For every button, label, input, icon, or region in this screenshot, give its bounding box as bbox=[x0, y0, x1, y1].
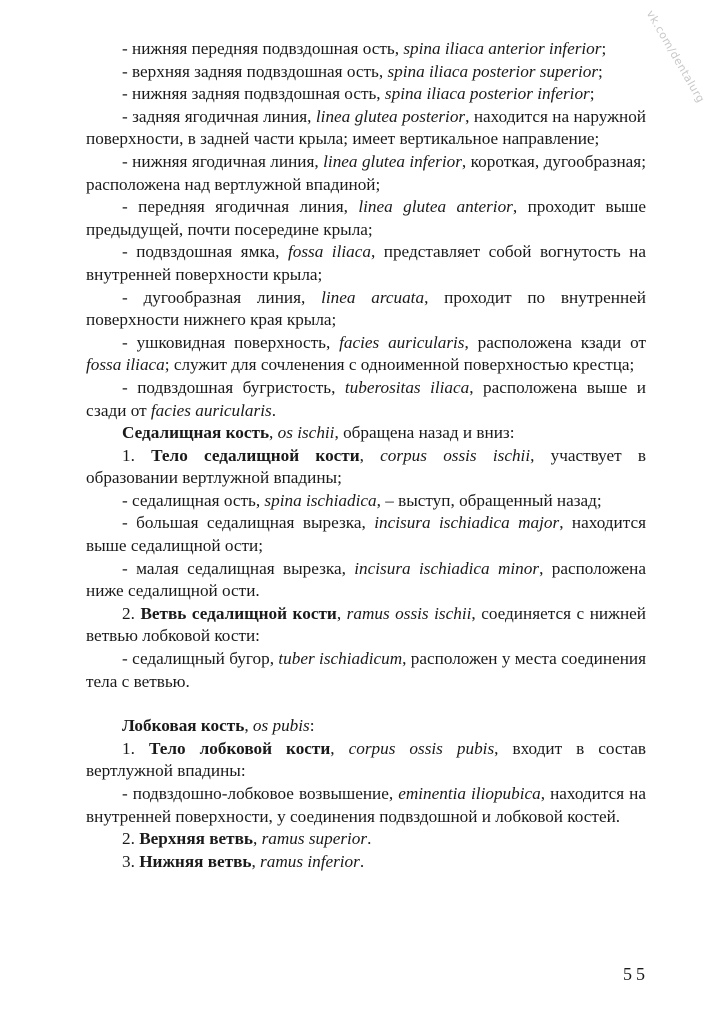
page-body-text bbox=[86, 38, 646, 873]
latin-term: corpus ossis pubis bbox=[348, 738, 495, 758]
text-run: 2. bbox=[122, 603, 141, 623]
latin-term: incisura ischiadica major bbox=[374, 513, 560, 533]
text-run: , проходит выше предыдущей, почти посередине крыла; bbox=[86, 197, 647, 239]
text-run: , представляет собой вогнутость на внутренней поверхности крыла; bbox=[86, 242, 646, 284]
paragraph-ischium-body bbox=[86, 445, 646, 490]
text-run: , – выступ, обращенный назад; bbox=[376, 490, 602, 510]
latin-term: tuberositas iliaca bbox=[344, 377, 470, 397]
bold-term: Лобковая кость bbox=[122, 716, 245, 736]
paragraph-ilium-iliac-tuberosity bbox=[86, 377, 646, 422]
text-run: . bbox=[271, 400, 276, 420]
text-run: ; bbox=[589, 84, 595, 104]
text-run: , bbox=[251, 851, 261, 871]
page-number: 55 bbox=[623, 964, 649, 984]
text-run: , bbox=[336, 603, 347, 623]
bold-term: Тело седалищной кости bbox=[151, 445, 360, 465]
latin-term: os pubis bbox=[252, 716, 310, 736]
latin-term: spina iliaca anterior inferior bbox=[403, 39, 602, 58]
text-run: , расположена кзади от bbox=[464, 332, 646, 352]
text-run: , расположен у места соединения тела с ветвью. bbox=[86, 649, 647, 691]
paragraph-ischium-tuberosity bbox=[86, 648, 646, 693]
paragraph-ischium-heading bbox=[86, 422, 646, 445]
text-run: , расположена ниже седалищной ости. bbox=[86, 558, 646, 601]
text-run: . bbox=[367, 829, 372, 849]
paragraph-ilium-posterior-inferior-spine bbox=[86, 83, 646, 106]
latin-term: linea glutea inferior bbox=[323, 151, 462, 171]
text-run: - нижняя передняя подвздошная ость, bbox=[122, 39, 404, 58]
bold-term: Нижняя ветвь bbox=[139, 851, 252, 871]
paragraph-pubis-superior-ramus bbox=[86, 828, 646, 851]
paragraph-ilium-posterior-gluteal-line bbox=[86, 106, 646, 151]
latin-term: facies auricularis bbox=[150, 400, 272, 420]
bold-term: Верхняя ветвь bbox=[139, 829, 253, 849]
latin-term: corpus ossis ischii bbox=[380, 445, 531, 465]
latin-term: tuber ischiadicum bbox=[278, 649, 403, 669]
watermark-text: vk.com/dentalurg bbox=[643, 8, 708, 106]
paragraph-ilium-iliac-fossa bbox=[86, 241, 646, 286]
bold-term: Ветвь седалищной кости bbox=[140, 603, 337, 623]
text-run: , находится на наружной поверхности, в задней части крыла; имеет вертикальное направление; bbox=[86, 106, 646, 149]
text-run: - задняя ягодичная линия, bbox=[122, 106, 316, 126]
text-run: - седалищный бугор, bbox=[122, 649, 279, 669]
latin-term: spina ischiadica bbox=[264, 490, 377, 510]
paragraph-ischium-lesser-notch bbox=[86, 558, 646, 603]
latin-term: ramus ossis ischii bbox=[346, 603, 472, 623]
text-run: 1. bbox=[122, 738, 149, 758]
paragraph-ilium-anterior-inferior-spine bbox=[86, 38, 646, 61]
text-run: , bbox=[330, 738, 349, 758]
paragraph-ischium-greater-notch bbox=[86, 512, 646, 557]
paragraph-ischium-spine bbox=[86, 490, 646, 513]
latin-term: eminentia iliopubica bbox=[398, 784, 541, 803]
text-run: : bbox=[309, 716, 315, 736]
text-run: - ушковидная поверхность, bbox=[122, 332, 340, 352]
text-run: , расположена выше и сзади от bbox=[86, 377, 646, 420]
latin-term: os ischii bbox=[277, 423, 335, 443]
text-run: , короткая, дугообразная; расположена над вертлужной впадиной; bbox=[86, 151, 646, 194]
bold-term: Седалищная кость bbox=[122, 423, 270, 443]
text-run: , bbox=[359, 445, 381, 465]
latin-term: facies auricularis bbox=[339, 332, 465, 352]
latin-term: fossa iliaca bbox=[287, 242, 371, 262]
paragraph-ischium-ramus bbox=[86, 603, 646, 648]
text-run: ; bbox=[598, 61, 603, 81]
paragraph-pubis-iliopubic-eminence bbox=[86, 783, 646, 828]
latin-term: linea glutea posterior bbox=[315, 106, 466, 126]
latin-term: linea glutea anterior bbox=[358, 197, 513, 217]
text-run: - передняя ягодичная линия, bbox=[122, 197, 359, 217]
text-run: . bbox=[359, 851, 365, 871]
text-run: ; bbox=[601, 39, 607, 58]
latin-term: ramus inferior bbox=[260, 851, 360, 871]
text-run: - подвздошная бугристость, bbox=[122, 377, 345, 397]
text-run: 2. bbox=[122, 829, 140, 849]
latin-term: spina iliaca posterior superior bbox=[387, 61, 599, 81]
text-run: , находится на внутренней поверхности, у соединения подвздошной и лобковой костей. bbox=[86, 784, 646, 826]
text-run: - нижняя ягодичная линия, bbox=[122, 151, 324, 171]
paragraph-pubis-inferior-ramus bbox=[86, 851, 646, 874]
latin-term: incisura ischiadica minor bbox=[354, 558, 540, 578]
paragraph-ilium-arcuate-line bbox=[86, 287, 646, 332]
latin-term: ramus superior bbox=[261, 829, 368, 849]
latin-term: spina iliaca posterior inferior bbox=[384, 84, 590, 104]
paragraph-ilium-posterior-superior-spine bbox=[86, 61, 646, 84]
text-run: , bbox=[252, 829, 262, 849]
text-run: , участвует в образовании вертлужной впадины; bbox=[86, 445, 647, 488]
text-run: - седалищная ость, bbox=[122, 490, 265, 510]
text-run: - малая седалищная вырезка, bbox=[122, 558, 355, 578]
text-run: , bbox=[244, 716, 253, 736]
paragraph-ilium-anterior-gluteal-line bbox=[86, 196, 646, 241]
text-run: , обращена назад и вниз: bbox=[334, 423, 515, 443]
text-run: 3. bbox=[122, 851, 140, 871]
latin-term: fossa iliaca bbox=[86, 355, 165, 375]
paragraph-ilium-auricular-surface bbox=[86, 332, 646, 377]
text-run: - дугообразная линия, bbox=[122, 287, 322, 307]
text-run: ; служит для сочленения с одноименной поверхностью крестца; bbox=[164, 355, 635, 375]
text-run: , находится выше седалищной ости; bbox=[86, 513, 646, 556]
text-run: , соединяется с нижней ветвью лобковой кости: bbox=[86, 603, 646, 646]
text-run: , проходит по внутренней поверхности нижнего края крыла; bbox=[86, 287, 647, 330]
paragraph-pubis-body bbox=[86, 738, 646, 783]
paragraph-ilium-inferior-gluteal-line bbox=[86, 151, 646, 196]
text-run: - верхняя задняя подвздошная ость, bbox=[122, 61, 388, 81]
bold-term: Тело лобковой кости bbox=[148, 738, 331, 758]
text-run: - нижняя задняя подвздошная ость, bbox=[122, 84, 385, 104]
text-run: - подвздошно-лобковое возвышение, bbox=[122, 784, 399, 803]
text-run: , входит в состав вертлужной впадины: bbox=[86, 738, 647, 781]
text-run: 1. bbox=[122, 445, 152, 465]
text-run: - большая седалищная вырезка, bbox=[122, 513, 375, 533]
paragraph-pubis-heading bbox=[86, 715, 646, 738]
text-run: , bbox=[269, 423, 278, 443]
text-run: - подвздошная ямка, bbox=[122, 242, 288, 262]
latin-term: linea arcuata bbox=[321, 287, 425, 307]
